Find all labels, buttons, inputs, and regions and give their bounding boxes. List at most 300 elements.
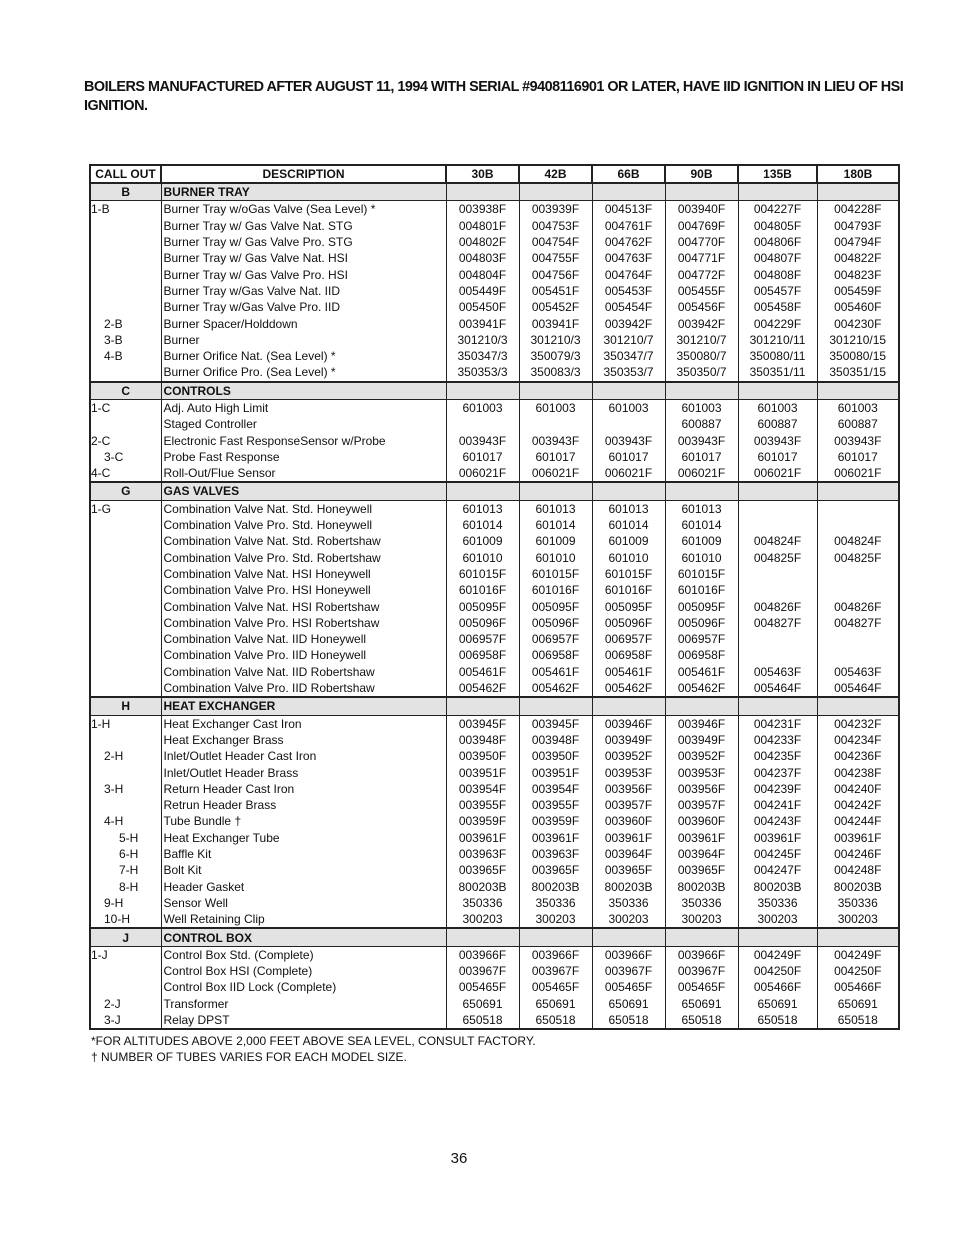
part-number-30b: 003951F <box>446 764 519 780</box>
part-number-180b: 005463F <box>817 664 899 680</box>
call-out-cell: 7-H <box>90 862 161 878</box>
table-row <box>90 416 899 432</box>
description-cell: Probe Fast Response <box>161 449 446 465</box>
description-cell: Roll-Out/Flue Sensor <box>161 465 446 482</box>
part-number-42b: 004753F <box>519 218 592 234</box>
part-number-90b: 006958F <box>665 647 738 663</box>
part-number-135b: 800203B <box>738 878 817 894</box>
part-number-30b: 003948F <box>446 732 519 748</box>
part-number-135b: 004239F <box>738 781 817 797</box>
call-out-cell: 5-H <box>90 830 161 846</box>
part-number-180b: 350351/15 <box>817 364 899 381</box>
part-number-135b: 005458F <box>738 299 817 315</box>
part-number-66b: 601009 <box>592 533 665 549</box>
section-blank-cell <box>738 697 817 715</box>
part-number-135b: 003943F <box>738 432 817 448</box>
part-number-135b: 004806F <box>738 234 817 250</box>
part-number-66b: 004513F <box>592 201 665 218</box>
call-out-cell: 2-B <box>90 315 161 331</box>
part-number-66b: 003942F <box>592 315 665 331</box>
part-number-135b: 004233F <box>738 732 817 748</box>
description-cell: Header Gasket <box>161 878 446 894</box>
part-number-42b: 003939F <box>519 201 592 218</box>
part-number-66b: 003953F <box>592 764 665 780</box>
part-number-42b: 650691 <box>519 996 592 1012</box>
part-number-66b: 650691 <box>592 996 665 1012</box>
part-number-90b: 003949F <box>665 732 738 748</box>
part-number-135b: 005464F <box>738 680 817 697</box>
part-number-180b: 004228F <box>817 201 899 218</box>
part-number-30b: 601015F <box>446 566 519 582</box>
table-row <box>90 299 899 315</box>
header-description: DESCRIPTION <box>161 165 446 183</box>
part-number-135b: 350336 <box>738 895 817 911</box>
part-number-42b: 601017 <box>519 449 592 465</box>
part-number-42b: 601015F <box>519 566 592 582</box>
part-number-42b <box>519 416 592 432</box>
part-number-66b: 006957F <box>592 631 665 647</box>
table-row <box>90 878 899 894</box>
table-row <box>90 797 899 813</box>
part-number-90b: 003953F <box>665 764 738 780</box>
part-number-90b: 301210/7 <box>665 332 738 348</box>
part-number-90b: 003956F <box>665 781 738 797</box>
part-number-135b: 300203 <box>738 911 817 928</box>
description-cell: Burner Orifice Pro. (Sea Level) * <box>161 364 446 381</box>
call-out-cell <box>90 647 161 663</box>
description-cell: Burner Tray w/Gas Valve Nat. IID <box>161 283 446 299</box>
description-cell: Sensor Well <box>161 895 446 911</box>
part-number-30b: 301210/3 <box>446 332 519 348</box>
part-number-90b: 003957F <box>665 797 738 813</box>
call-out-cell <box>90 979 161 995</box>
part-number-135b: 004237F <box>738 764 817 780</box>
part-number-66b: 601010 <box>592 550 665 566</box>
table-row <box>90 615 899 631</box>
part-number-30b: 650518 <box>446 1012 519 1029</box>
call-out-cell <box>90 631 161 647</box>
part-number-135b: 004807F <box>738 250 817 266</box>
part-number-30b: 650691 <box>446 996 519 1012</box>
part-number-66b: 003964F <box>592 846 665 862</box>
part-number-66b: 005096F <box>592 615 665 631</box>
part-number-42b: 003967F <box>519 963 592 979</box>
part-number-180b: 601017 <box>817 449 899 465</box>
call-out-cell: 1-H <box>90 715 161 732</box>
part-number-90b: 003965F <box>665 862 738 878</box>
part-number-42b: 601010 <box>519 550 592 566</box>
part-number-135b: 004250F <box>738 963 817 979</box>
table-row <box>90 631 899 647</box>
part-number-30b: 006958F <box>446 647 519 663</box>
part-number-135b <box>738 517 817 533</box>
section-blank-cell <box>592 928 665 946</box>
part-number-42b: 601014 <box>519 517 592 533</box>
part-number-180b: 005466F <box>817 979 899 995</box>
part-number-42b: 601016F <box>519 582 592 598</box>
call-out-cell <box>90 218 161 234</box>
part-number-90b: 003940F <box>665 201 738 218</box>
table-row <box>90 748 899 764</box>
table-row <box>90 647 899 663</box>
part-number-180b <box>817 582 899 598</box>
section-header-row <box>90 928 899 946</box>
description-cell: Combination Valve Pro. HSI Robertshaw <box>161 615 446 631</box>
call-out-cell: 3-C <box>90 449 161 465</box>
section-blank-cell <box>665 382 738 400</box>
header-call-out: CALL OUT <box>90 165 161 183</box>
part-number-135b: 004247F <box>738 862 817 878</box>
part-number-30b: 003959F <box>446 813 519 829</box>
footnote-tubes: † NUMBER OF TUBES VARIES FOR EACH MODEL SIZE. <box>91 1050 407 1064</box>
part-number-90b: 601015F <box>665 566 738 582</box>
part-number-90b: 006021F <box>665 465 738 482</box>
part-number-135b: 004243F <box>738 813 817 829</box>
section-blank-cell <box>592 482 665 500</box>
part-number-180b: 004826F <box>817 598 899 614</box>
table-row <box>90 432 899 448</box>
part-number-180b: 601003 <box>817 399 899 416</box>
part-number-30b: 003950F <box>446 748 519 764</box>
call-out-cell <box>90 680 161 697</box>
part-number-180b: 004794F <box>817 234 899 250</box>
table-row <box>90 715 899 732</box>
part-number-66b: 004764F <box>592 266 665 282</box>
part-number-135b: 650518 <box>738 1012 817 1029</box>
part-number-42b: 006958F <box>519 647 592 663</box>
part-number-90b: 003943F <box>665 432 738 448</box>
table-row <box>90 946 899 963</box>
description-cell: Control Box HSI (Complete) <box>161 963 446 979</box>
call-out-cell: 10-H <box>90 911 161 928</box>
part-number-90b: 650691 <box>665 996 738 1012</box>
part-number-180b: 004248F <box>817 862 899 878</box>
call-out-cell <box>90 566 161 582</box>
description-cell: Combination Valve Nat. Std. Honeywell <box>161 500 446 517</box>
description-cell: Bolt Kit <box>161 862 446 878</box>
part-number-135b: 005457F <box>738 283 817 299</box>
part-number-90b: 600887 <box>665 416 738 432</box>
table-row <box>90 566 899 582</box>
call-out-cell <box>90 582 161 598</box>
call-out-cell: 4-H <box>90 813 161 829</box>
part-number-42b: 003948F <box>519 732 592 748</box>
part-number-180b: 006021F <box>817 465 899 482</box>
part-number-180b: 004234F <box>817 732 899 748</box>
part-number-180b: 005460F <box>817 299 899 315</box>
call-out-cell: 9-H <box>90 895 161 911</box>
part-number-42b: 003966F <box>519 946 592 963</box>
part-number-135b: 004808F <box>738 266 817 282</box>
part-number-135b: 650691 <box>738 996 817 1012</box>
part-number-30b: 005465F <box>446 979 519 995</box>
part-number-180b: 004230F <box>817 315 899 331</box>
part-number-42b: 003945F <box>519 715 592 732</box>
part-number-180b: 004250F <box>817 963 899 979</box>
part-number-180b: 003943F <box>817 432 899 448</box>
section-code: B <box>90 183 161 201</box>
call-out-cell <box>90 299 161 315</box>
header-66b: 66B <box>592 165 665 183</box>
section-blank-cell <box>519 928 592 946</box>
section-blank-cell <box>592 697 665 715</box>
section-blank-cell <box>519 482 592 500</box>
description-cell: Combination Valve Nat. IID Robertshaw <box>161 664 446 680</box>
part-number-42b: 800203B <box>519 878 592 894</box>
description-cell: Heat Exchanger Cast Iron <box>161 715 446 732</box>
part-number-180b: 004822F <box>817 250 899 266</box>
section-blank-cell <box>519 382 592 400</box>
call-out-cell: 2-C <box>90 432 161 448</box>
call-out-cell <box>90 732 161 748</box>
description-cell: Baffle Kit <box>161 846 446 862</box>
part-number-66b: 601015F <box>592 566 665 582</box>
part-number-90b: 005455F <box>665 283 738 299</box>
part-number-30b: 004803F <box>446 250 519 266</box>
part-number-90b: 601014 <box>665 517 738 533</box>
part-number-42b: 301210/3 <box>519 332 592 348</box>
part-number-30b: 800203B <box>446 878 519 894</box>
table-row <box>90 830 899 846</box>
part-number-42b: 003959F <box>519 813 592 829</box>
table-row <box>90 664 899 680</box>
part-number-90b: 601010 <box>665 550 738 566</box>
part-number-30b: 005461F <box>446 664 519 680</box>
table-row <box>90 1012 899 1029</box>
part-number-30b: 003945F <box>446 715 519 732</box>
description-cell: Burner Tray w/oGas Valve (Sea Level) * <box>161 201 446 218</box>
part-number-42b: 003954F <box>519 781 592 797</box>
part-number-90b: 601009 <box>665 533 738 549</box>
part-number-30b: 601013 <box>446 500 519 517</box>
table-row <box>90 598 899 614</box>
part-number-66b: 601014 <box>592 517 665 533</box>
call-out-cell <box>90 550 161 566</box>
table-row <box>90 348 899 364</box>
part-number-66b: 003960F <box>592 813 665 829</box>
description-cell: Combination Valve Nat. Std. Robertshaw <box>161 533 446 549</box>
call-out-cell: 3-H <box>90 781 161 797</box>
part-number-66b: 601003 <box>592 399 665 416</box>
part-number-66b: 003946F <box>592 715 665 732</box>
part-number-135b: 004241F <box>738 797 817 813</box>
section-blank-cell <box>519 697 592 715</box>
part-number-180b: 004823F <box>817 266 899 282</box>
table-row <box>90 218 899 234</box>
part-number-66b: 003961F <box>592 830 665 846</box>
call-out-cell <box>90 797 161 813</box>
part-number-135b: 350351/11 <box>738 364 817 381</box>
part-number-30b: 006021F <box>446 465 519 482</box>
description-cell: Adj. Auto High Limit <box>161 399 446 416</box>
part-number-135b: 004227F <box>738 201 817 218</box>
part-number-180b <box>817 517 899 533</box>
part-number-30b: 300203 <box>446 911 519 928</box>
call-out-cell <box>90 364 161 381</box>
part-number-66b: 601013 <box>592 500 665 517</box>
part-number-66b: 003952F <box>592 748 665 764</box>
part-number-90b: 650518 <box>665 1012 738 1029</box>
part-number-66b: 300203 <box>592 911 665 928</box>
section-header-row <box>90 697 899 715</box>
part-number-180b: 004249F <box>817 946 899 963</box>
part-number-90b: 350350/7 <box>665 364 738 381</box>
part-number-66b: 006021F <box>592 465 665 482</box>
section-title: HEAT EXCHANGER <box>161 697 446 715</box>
call-out-cell <box>90 963 161 979</box>
table-row <box>90 979 899 995</box>
table-row <box>90 813 899 829</box>
part-number-66b: 004762F <box>592 234 665 250</box>
header-135b: 135B <box>738 165 817 183</box>
part-number-30b: 004802F <box>446 234 519 250</box>
part-number-90b: 601016F <box>665 582 738 598</box>
table-header-row <box>90 165 899 183</box>
section-blank-cell <box>446 697 519 715</box>
part-number-66b: 005465F <box>592 979 665 995</box>
part-number-66b: 601017 <box>592 449 665 465</box>
section-blank-cell <box>738 928 817 946</box>
description-cell: Staged Controller <box>161 416 446 432</box>
part-number-30b: 005462F <box>446 680 519 697</box>
call-out-cell <box>90 764 161 780</box>
description-cell: Burner Tray w/ Gas Valve Nat. STG <box>161 218 446 234</box>
section-title: GAS VALVES <box>161 482 446 500</box>
call-out-cell <box>90 416 161 432</box>
part-number-42b: 650518 <box>519 1012 592 1029</box>
call-out-cell: 8-H <box>90 878 161 894</box>
table-row <box>90 582 899 598</box>
part-number-42b: 006957F <box>519 631 592 647</box>
part-number-135b: 004805F <box>738 218 817 234</box>
section-title: CONTROLS <box>161 382 446 400</box>
part-number-30b: 601010 <box>446 550 519 566</box>
part-number-66b: 800203B <box>592 878 665 894</box>
call-out-cell <box>90 517 161 533</box>
table-row <box>90 517 899 533</box>
table-row <box>90 963 899 979</box>
part-number-42b: 005096F <box>519 615 592 631</box>
part-number-90b: 003967F <box>665 963 738 979</box>
part-number-90b: 005465F <box>665 979 738 995</box>
part-number-66b: 003949F <box>592 732 665 748</box>
part-number-42b: 601009 <box>519 533 592 549</box>
part-number-42b: 350336 <box>519 895 592 911</box>
section-blank-cell <box>446 482 519 500</box>
part-number-42b: 005452F <box>519 299 592 315</box>
call-out-cell: 1-G <box>90 500 161 517</box>
part-number-90b: 003946F <box>665 715 738 732</box>
part-number-135b: 005463F <box>738 664 817 680</box>
section-header-row <box>90 482 899 500</box>
part-number-135b: 004826F <box>738 598 817 614</box>
part-number-30b: 003943F <box>446 432 519 448</box>
section-blank-cell <box>738 382 817 400</box>
part-number-135b: 004235F <box>738 748 817 764</box>
part-number-90b: 004772F <box>665 266 738 282</box>
section-code: H <box>90 697 161 715</box>
table-row <box>90 332 899 348</box>
part-number-90b: 005095F <box>665 598 738 614</box>
part-number-30b <box>446 416 519 432</box>
description-cell: Retrun Header Brass <box>161 797 446 813</box>
part-number-90b: 004770F <box>665 234 738 250</box>
description-cell: Burner Tray w/ Gas Valve Nat. HSI <box>161 250 446 266</box>
call-out-cell <box>90 283 161 299</box>
call-out-cell: 6-H <box>90 846 161 862</box>
header-90b: 90B <box>665 165 738 183</box>
part-number-42b: 003943F <box>519 432 592 448</box>
table-row <box>90 465 899 482</box>
ignition-notice: BOILERS MANUFACTURED AFTER AUGUST 11, 1994 WITH SERIAL #9408116901 OR LATER, HAVE IID IGNITION IN LIEU OF HSI IGNITION. <box>84 79 904 114</box>
part-number-135b <box>738 631 817 647</box>
part-number-90b: 800203B <box>665 878 738 894</box>
part-number-42b: 601003 <box>519 399 592 416</box>
section-blank-cell <box>519 183 592 201</box>
section-blank-cell <box>592 382 665 400</box>
part-number-66b: 006958F <box>592 647 665 663</box>
header-30b: 30B <box>446 165 519 183</box>
table-row <box>90 846 899 862</box>
part-number-135b: 006021F <box>738 465 817 482</box>
part-number-180b: 004827F <box>817 615 899 631</box>
call-out-cell <box>90 250 161 266</box>
part-number-180b: 300203 <box>817 911 899 928</box>
part-number-180b <box>817 631 899 647</box>
section-code: C <box>90 382 161 400</box>
description-cell: Tube Bundle † <box>161 813 446 829</box>
call-out-cell <box>90 266 161 282</box>
section-header-row <box>90 382 899 400</box>
part-number-42b: 006021F <box>519 465 592 482</box>
section-code: J <box>90 928 161 946</box>
part-number-135b: 004245F <box>738 846 817 862</box>
part-number-30b: 004801F <box>446 218 519 234</box>
section-blank-cell <box>446 382 519 400</box>
part-number-180b: 003961F <box>817 830 899 846</box>
description-cell: Combination Valve Pro. IID Robertshaw <box>161 680 446 697</box>
part-number-180b: 301210/15 <box>817 332 899 348</box>
part-number-90b: 005462F <box>665 680 738 697</box>
part-number-30b: 601017 <box>446 449 519 465</box>
description-cell: Combination Valve Nat. HSI Robertshaw <box>161 598 446 614</box>
part-number-135b: 004229F <box>738 315 817 331</box>
part-number-30b: 003941F <box>446 315 519 331</box>
part-number-30b: 005450F <box>446 299 519 315</box>
part-number-180b: 650691 <box>817 996 899 1012</box>
part-number-180b: 005464F <box>817 680 899 697</box>
part-number-90b: 003952F <box>665 748 738 764</box>
table-row <box>90 266 899 282</box>
section-blank-cell <box>817 697 899 715</box>
part-number-180b: 004240F <box>817 781 899 797</box>
part-number-30b: 601014 <box>446 517 519 533</box>
description-cell: Burner Spacer/Holddown <box>161 315 446 331</box>
part-number-135b <box>738 582 817 598</box>
part-number-135b: 301210/11 <box>738 332 817 348</box>
part-number-42b: 003950F <box>519 748 592 764</box>
part-number-30b: 003961F <box>446 830 519 846</box>
part-number-30b: 350347/3 <box>446 348 519 364</box>
part-number-42b: 005451F <box>519 283 592 299</box>
part-number-180b: 004232F <box>817 715 899 732</box>
table-row <box>90 234 899 250</box>
header-180b: 180B <box>817 165 899 183</box>
call-out-cell: 4-C <box>90 465 161 482</box>
description-cell: Transformer <box>161 996 446 1012</box>
table-row <box>90 315 899 331</box>
part-number-66b: 005095F <box>592 598 665 614</box>
